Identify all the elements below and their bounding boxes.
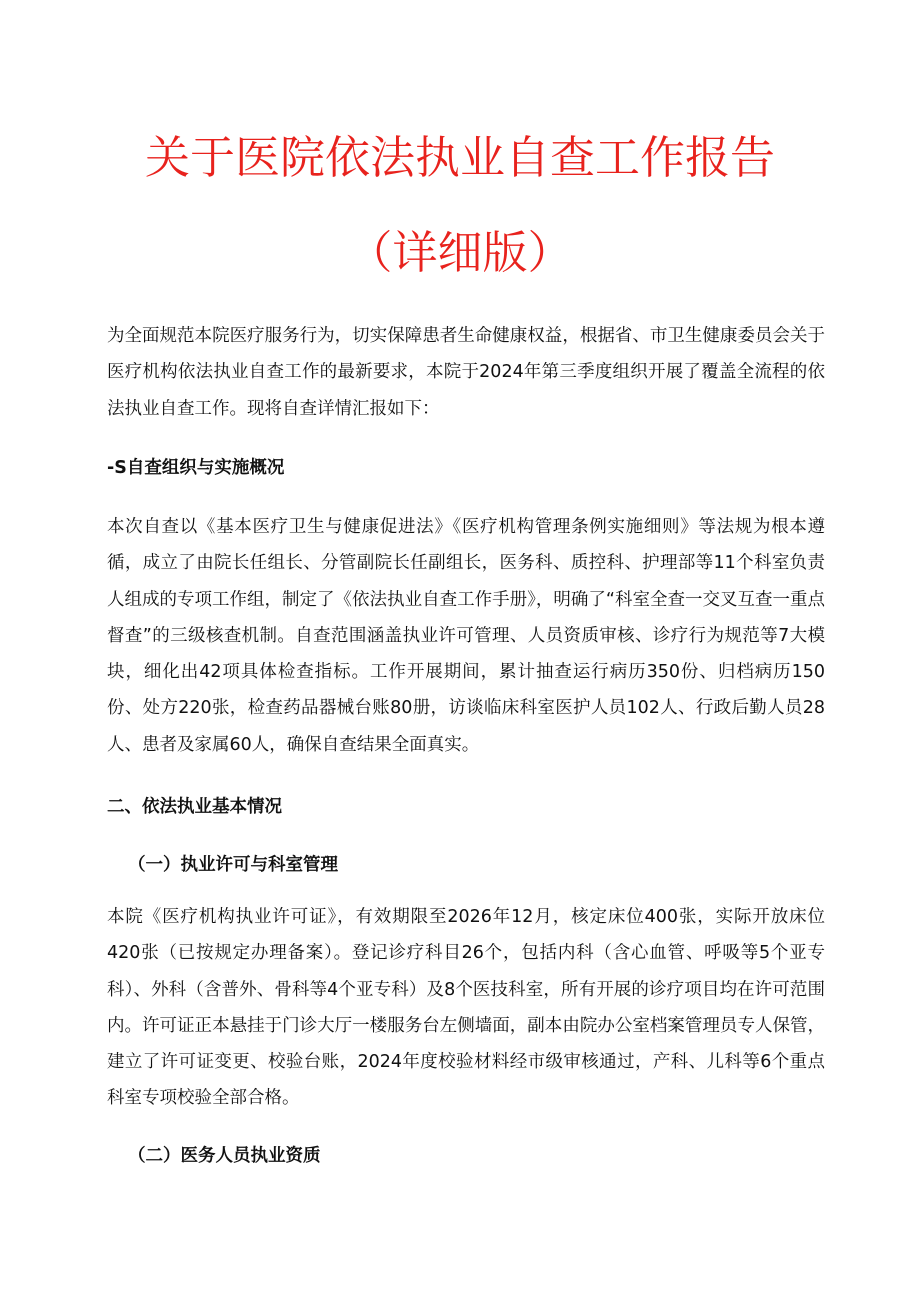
organization-paragraph: 本次自查以《基本医疗卫生与健康促进法》《医疗机构管理条例实施细则》等法规为根本遵循，成立了由院长任组长、分管副院长任副组长，医务科、质控科、护理部等11个科室负责人组成的专项工作组，制定了《依法执业自查工作手册》，明确了“科室全查一交叉互查一重点督查”的三级核查机制。自查范围涵盖执业许可管理、人员资质审核、诊疗行为规范等7大模块，细化出42项具体检查指标。工作开展期间，累计抽查运行病历350份、归档病历150份、处方220张，检查药品器械台账80册，访谈临床科室医护人员102人、行政后勤人员28人、患者及家属60人，确保自查结果全面真实。	[107, 517, 825, 755]
subsection-heading-qualification: （二）医务人员执业资质	[128, 1146, 321, 1166]
intro-paragraph: 为全面规范本院医疗服务行为，切实保障患者生命健康权益，根据省、市卫生健康委员会关于医疗机构依法执业自查工作的最新要求，本院于2024年第三季度组织开展了覆盖全流程的依法执业自查工作。现将自查详情汇报如下：	[107, 326, 825, 419]
license-paragraph: 本院《医疗机构执业许可证》，有效期限至2026年12月，核定床位400张，实际开放床位420张（已按规定办理备案）。登记诊疗科目26个，包括内科（含心血管、呼吸等5个亚专科）、外科（含普外、骨科等4个亚专科）及8个医技科室，所有开展的诊疗项目均在许可范围内。许可证正本悬挂于门诊大厅一楼服务台左侧墙面，副本由院办公室档案管理员专人保管，建立了许可证变更、校验台账，2024年度校验材料经市级审核通过，产科、儿科等6个重点科室专项校验全部合格。	[107, 907, 825, 1109]
section-heading-organization: -S自查组织与实施概况	[107, 458, 285, 478]
document-title: 关于医院依法执业自查工作报告	[144, 131, 775, 184]
document-subtitle: （详细版）	[347, 226, 573, 279]
section-heading-basic-situation: 二、依法执业基本情况	[107, 797, 282, 817]
subsection-heading-license: （一）执业许可与科室管理	[128, 855, 338, 875]
